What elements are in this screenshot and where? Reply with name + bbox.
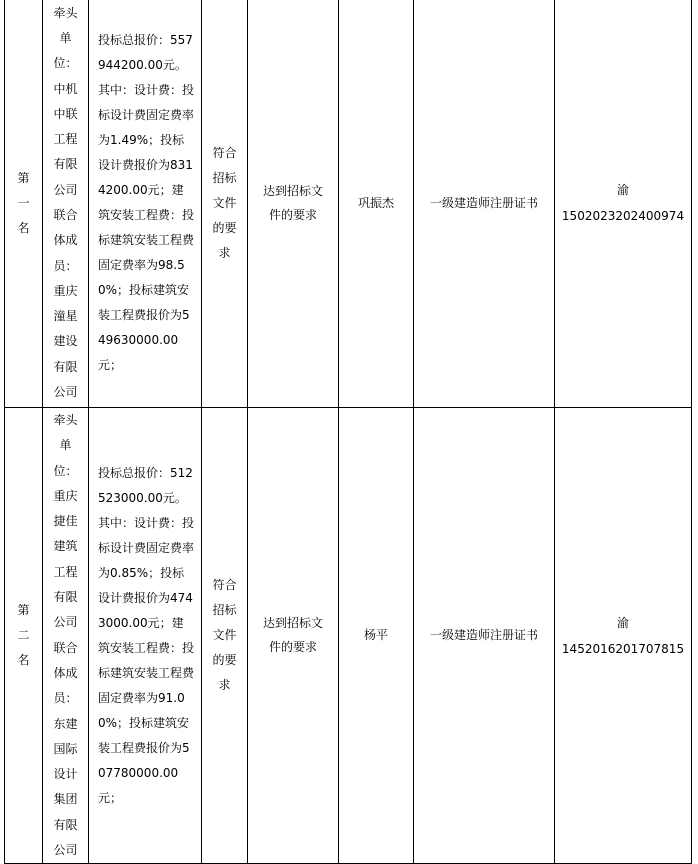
project-manager-cell: [339, 408, 414, 864]
certificate-number-text: 渝 1452016201707815: [561, 615, 685, 656]
bid-price-text: 投标总报价：512523000.00元。其中：设计费：投标设计费固定费率为0.85%；投标设计费报价为4743000.00元；建筑安装工程费：投标建筑安装工程费固定费率为91.00%；投标建筑安装工程费报价为507780000.00元；: [98, 465, 195, 805]
project-manager-cell: [339, 0, 414, 408]
requirement-text: 达到招标文件的要求: [262, 616, 323, 655]
certificate-text: 一级建造师注册证书: [429, 195, 538, 210]
conformity-cell: [202, 408, 248, 864]
bidder-unit-cell: [43, 408, 89, 864]
project-manager-name: 巩振杰: [357, 195, 394, 210]
bid-price-cell: [89, 0, 202, 408]
certificate-cell: [414, 0, 555, 408]
conformity-text: 符合招标文件的要求: [212, 578, 237, 693]
certificate-text: 一级建造师注册证书: [429, 628, 538, 643]
certificate-number-text: 渝 1502023202400974: [561, 183, 685, 223]
requirement-text: 达到招标文件的要求: [262, 183, 323, 222]
bidder-unit-text: 牵头单位：重庆捷佳建筑工程有限公司联合体成员：东建国际设计集团有限公司: [53, 413, 78, 858]
requirement-cell: [248, 408, 339, 864]
table-row: [5, 0, 692, 408]
certificate-cell: [414, 408, 555, 864]
bidder-unit-cell: [43, 0, 89, 408]
certificate-number-cell: [555, 0, 692, 408]
bidder-unit-text: 牵头单位：中机中联工程有限公司联合体成员：重庆潼星建设有限公司: [53, 5, 78, 400]
conformity-text: 符合招标文件的要求: [212, 145, 237, 260]
project-manager-name: 杨平: [363, 628, 388, 643]
rank-text: 第一名: [17, 170, 30, 235]
bid-price-cell: [89, 408, 202, 864]
rank-text: 第二名: [17, 603, 30, 668]
bid-results-table: [4, 0, 692, 864]
rank-cell: [5, 408, 43, 864]
certificate-number-cell: [555, 408, 692, 864]
rank-cell: [5, 0, 43, 408]
requirement-cell: [248, 0, 339, 408]
table-row: [5, 408, 692, 864]
bid-price-text: 投标总报价：557944200.00元。其中：设计费：投标设计费固定费率为1.49%；投标设计费报价为8314200.00元；建筑安装工程费：投标建筑安装工程费固定费率为98.50%；投标建筑安装工程费报价为549630000.00元；: [98, 33, 195, 372]
conformity-cell: [202, 0, 248, 408]
